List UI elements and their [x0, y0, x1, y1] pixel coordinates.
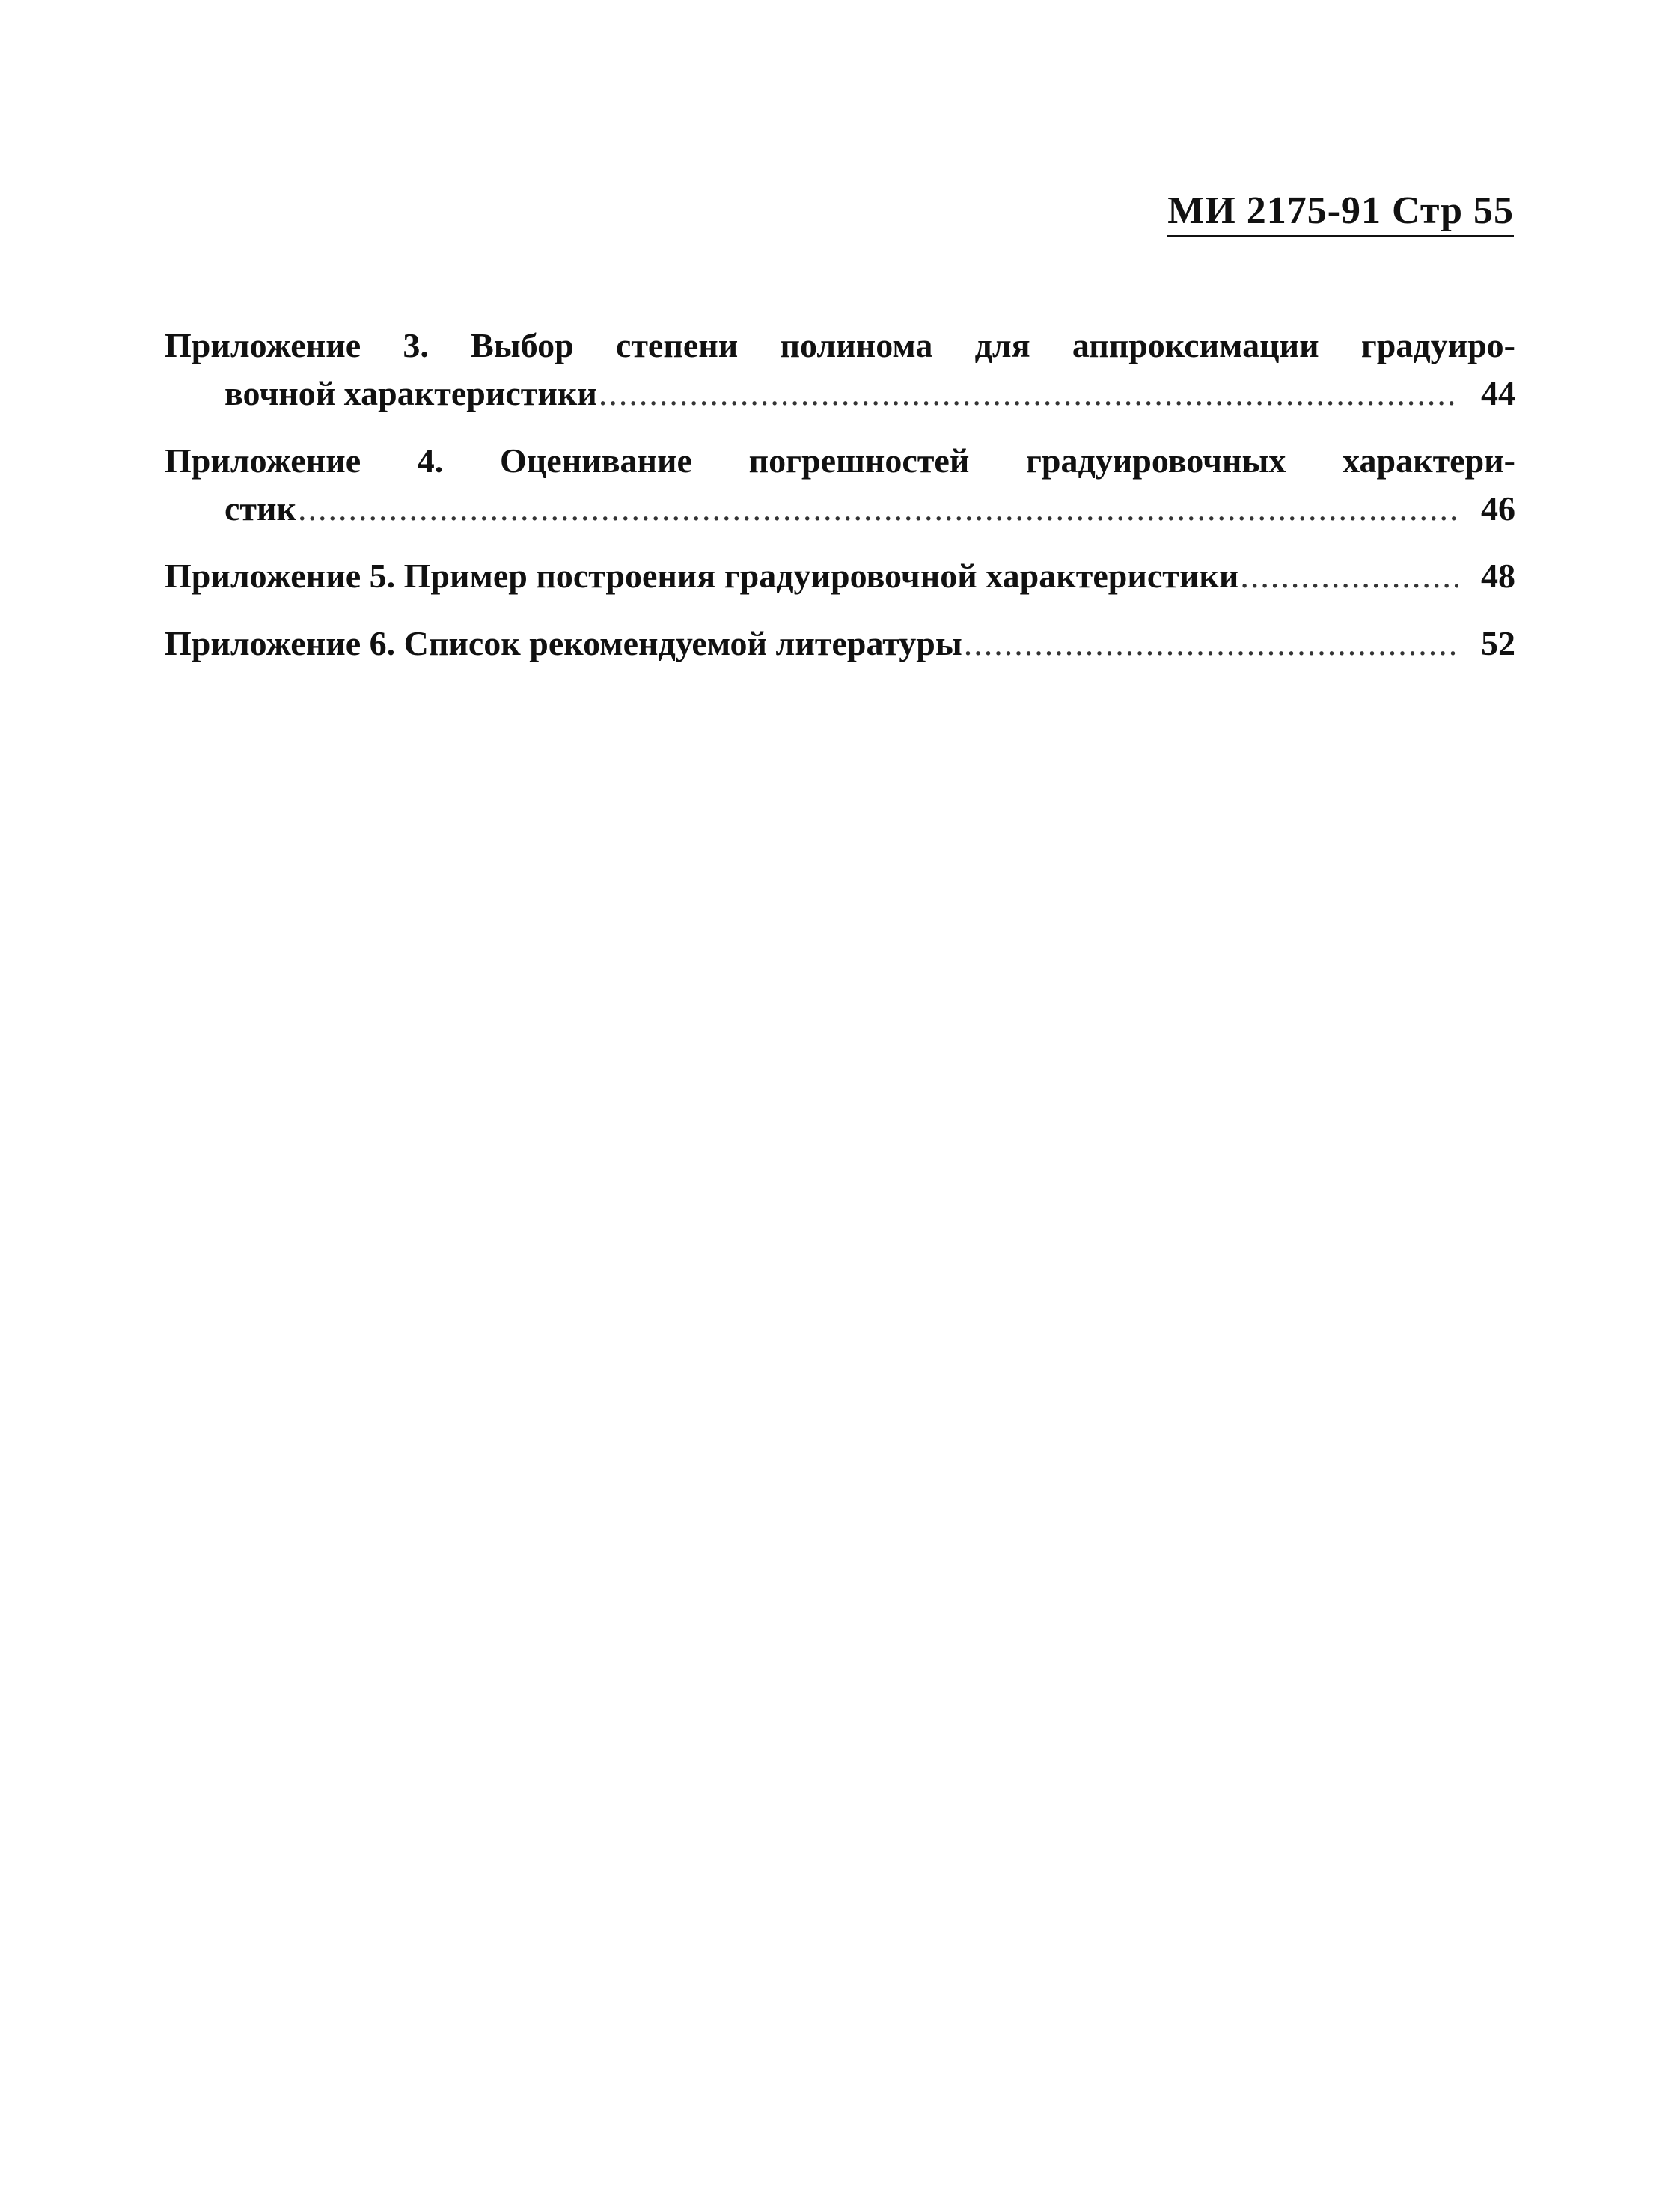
toc-page-number: 46 [1481, 489, 1515, 528]
toc-page-number: 44 [1481, 374, 1515, 412]
page-header: МИ 2175-91 Стр 55 [1167, 189, 1514, 237]
toc-entry-appendix-4[interactable] [165, 437, 1515, 533]
toc-entry-title: Приложение 5. Пример построения градуировочной характеристики [165, 557, 1239, 595]
toc-entry-last-line [165, 370, 1515, 418]
toc-entry-title-continuation: вочной характеристики [224, 374, 597, 412]
toc-page-number: 48 [1481, 557, 1515, 595]
toc-entry-appendix-3[interactable] [165, 322, 1515, 418]
dot-leader [599, 370, 1458, 418]
toc-entry-last-line [165, 485, 1515, 533]
toc-page-number: 52 [1481, 624, 1515, 662]
table-of-contents [165, 322, 1515, 687]
toc-entry-appendix-6[interactable] [165, 620, 1515, 667]
toc-entry-last-line [165, 620, 1515, 667]
dot-leader [1240, 552, 1458, 600]
dot-leader [298, 485, 1458, 533]
toc-entry-title-continuation: стик [224, 489, 297, 528]
toc-entry-last-line [165, 552, 1515, 600]
toc-entry-title-line: Приложение 4. Оценивание погрешностей градуировочных характери- [165, 442, 1515, 480]
toc-entry-title-line: Приложение 3. Выбор степени полинома для аппроксимации градуиро- [165, 326, 1515, 364]
toc-entry-title: Приложение 6. Список рекомендуемой литературы [165, 624, 962, 662]
toc-entry-appendix-5[interactable] [165, 552, 1515, 600]
dot-leader [964, 620, 1458, 667]
